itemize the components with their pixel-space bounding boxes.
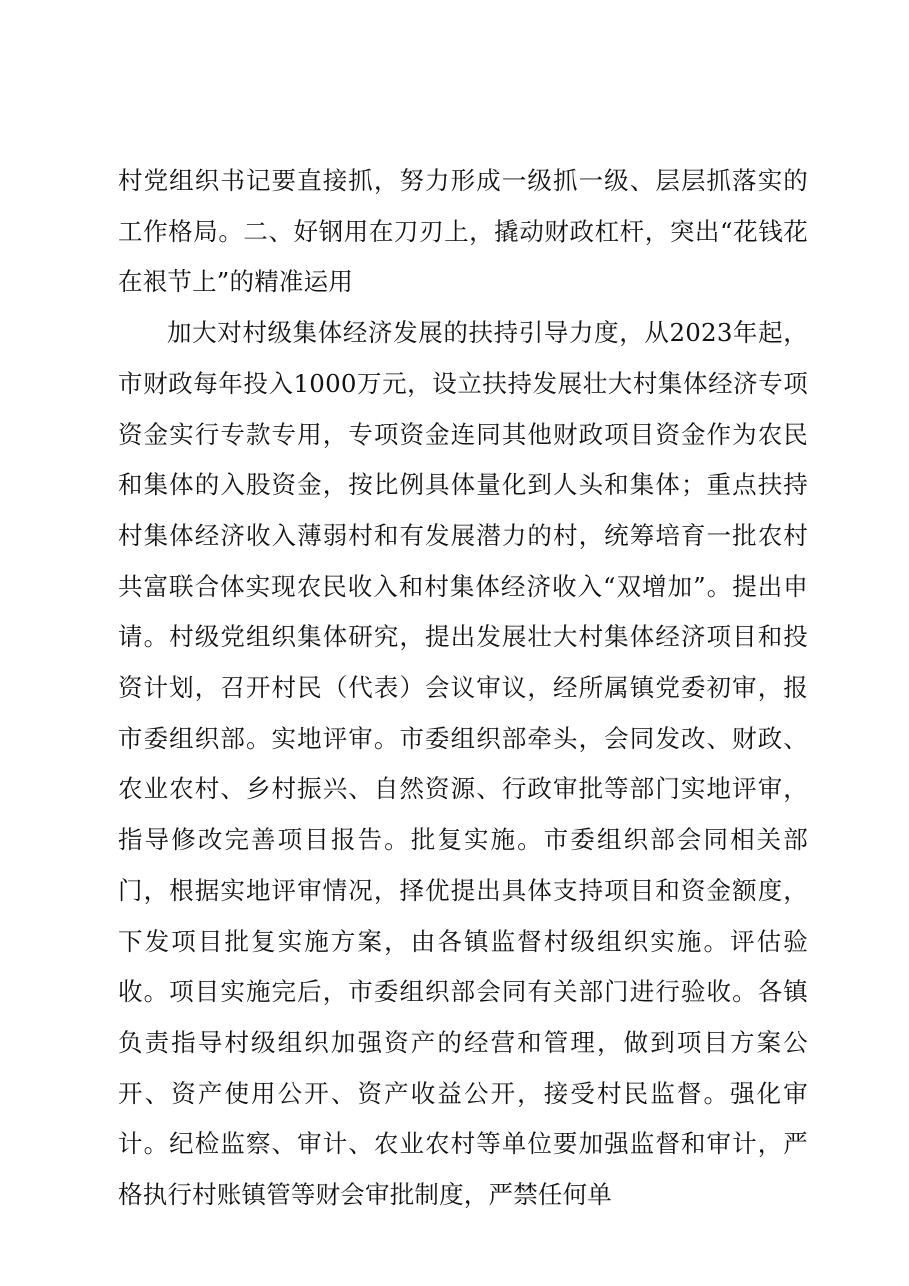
paragraph-funding: 加大对村级集体经济发展的扶持引导力度，从2023年起，市财政每年投入1000万元，设立扶持发展壮大村集体经济专项资金实行专款专用，专项资金连同其他财政项目资金作为农民和集体的入股资金，按比例具体量化到人头和集体；重点扶持村集体经济收入薄弱村和有发展潜力的村，统筹培育一批农村共富联合体实现农民收入和村集体经济收入“双增加”。提出申请。村级党组织集体研究，提出发展壮大村集体经济项目和投资计划，召开村民（代表）会议审议，经所属镇党委初审，报市委组织部。实地评审。市委组织部牵头，会同发改、财政、农业农村、乡村振兴、自然资源、行政审批等部门实地评审，指导修改完善项目报告。批复实施。市委组织部会同相关部门，根据实地评审情况，择优提出具体支持项目和资金额度，下发项目批复实施方案，由各镇监督村级组织实施。评估验收。项目实施完后，市委组织部会同有关部门进行验收。各镇负责指导村级组织加强资产的经营和管理，做到项目方案公开、资产使用公开、资产收益公开，接受村民监督。强化审计。纪检监察、审计、农业农村等单位要加强监督和审计，严格执行村账镇管等财会审批制度，严禁任何单	[118, 318, 808, 1210]
paragraph-continued: 村党组织书记要直接抓，努力形成一级抓一级、层层抓落实的工作格局。二、好钢用在刀刃上，撬动财政杠杆，突出“花钱花在裉节上”的精准运用	[118, 166, 808, 297]
document-body	[118, 156, 808, 1221]
